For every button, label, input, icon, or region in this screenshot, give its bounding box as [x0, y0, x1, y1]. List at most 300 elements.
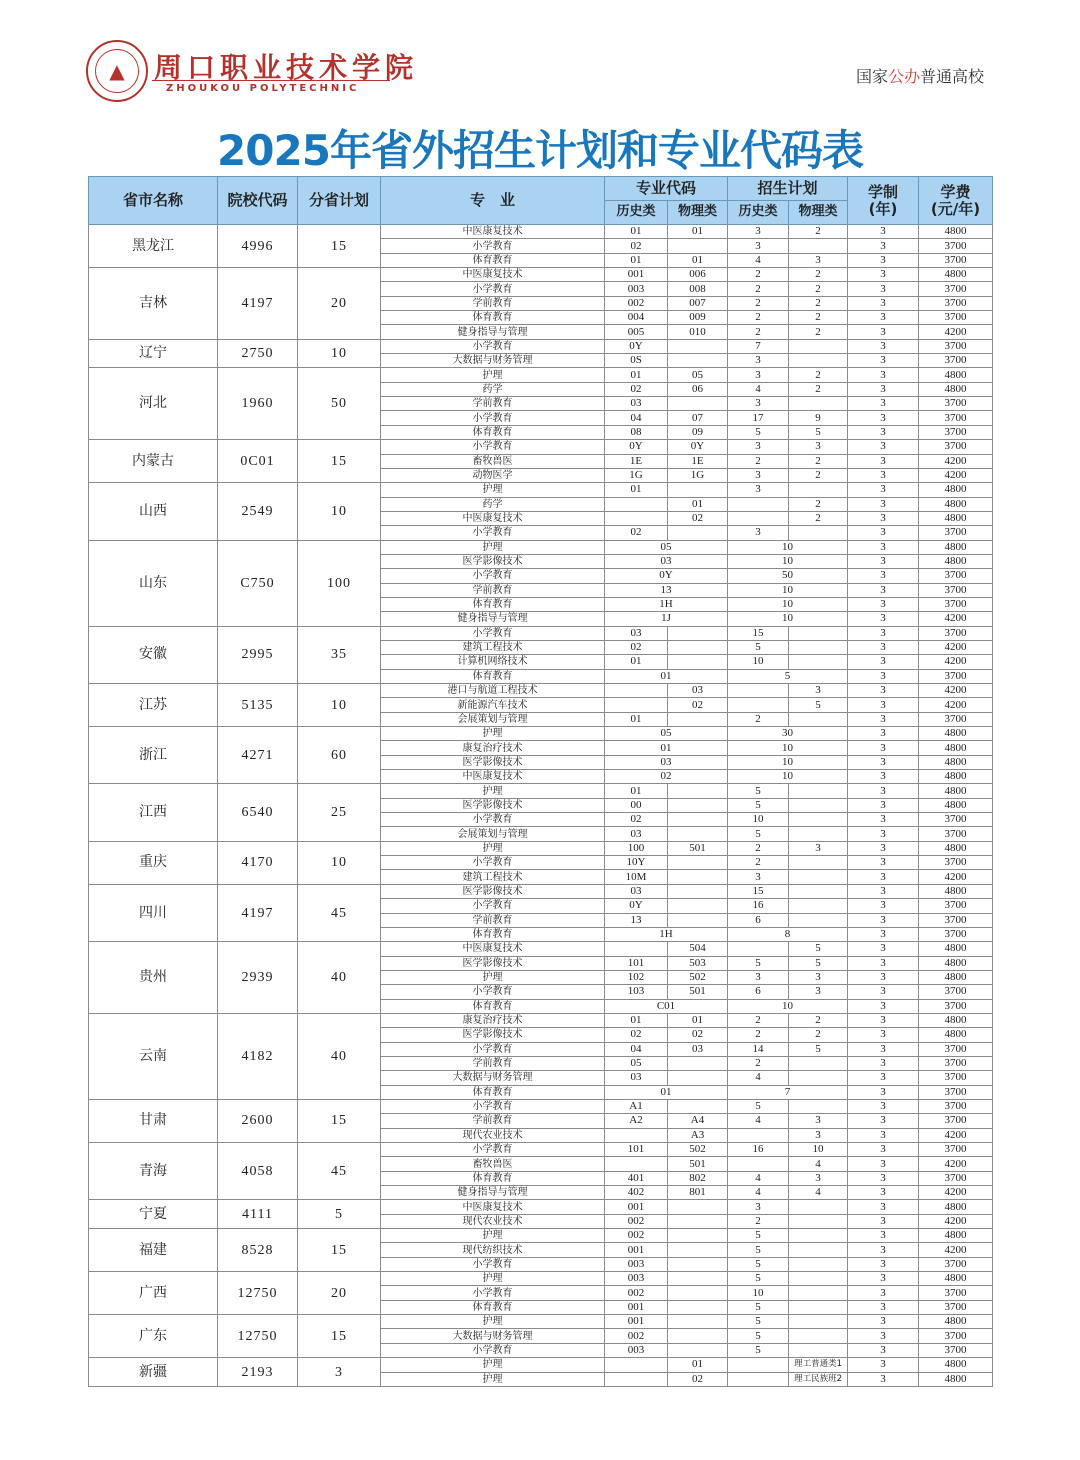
years-cell: 3 [848, 511, 919, 525]
physics-code-cell [668, 640, 728, 654]
fee-cell: 4800 [919, 554, 993, 568]
years-cell: 3 [848, 1329, 919, 1343]
enroll-plan-cell: 10 [728, 554, 848, 568]
province-plan-cell: 15 [298, 1229, 381, 1272]
logo-divider [152, 80, 390, 81]
years-cell: 3 [848, 942, 919, 956]
physics-plan-cell [789, 1071, 848, 1085]
physics-code-cell [668, 1300, 728, 1314]
major-cell: 小学教育 [381, 1143, 605, 1157]
physics-plan-cell: 2 [789, 1013, 848, 1027]
physics-code-cell: 802 [668, 1171, 728, 1185]
physics-code-cell [668, 1243, 728, 1257]
table-row [89, 483, 993, 497]
physics-plan-cell [789, 626, 848, 640]
history-plan-cell: 5 [728, 956, 789, 970]
physics-code-cell [668, 526, 728, 540]
history-plan-cell: 10 [728, 1286, 789, 1300]
header-major-code: 专业代码 [605, 177, 728, 201]
slogan-part: 国家 [855, 67, 888, 86]
header-plan-history: 历史类 [728, 201, 789, 225]
major-code-cell: 1H [605, 597, 728, 611]
province-cell: 山东 [89, 540, 218, 626]
physics-plan-cell [789, 1286, 848, 1300]
school-code-cell: 2995 [218, 626, 298, 683]
physics-plan-cell: 3 [789, 253, 848, 267]
major-cell: 小学教育 [381, 526, 605, 540]
major-cell: 小学教育 [381, 282, 605, 296]
fee-cell: 4800 [919, 841, 993, 855]
history-plan-cell: 15 [728, 884, 789, 898]
physics-plan-cell [789, 1300, 848, 1314]
years-cell: 3 [848, 727, 919, 741]
major-code-cell: 01 [605, 669, 728, 683]
years-cell: 3 [848, 770, 919, 784]
physics-code-cell [668, 913, 728, 927]
physics-code-cell [668, 483, 728, 497]
table-row [89, 1143, 993, 1157]
physics-plan-cell: 2 [789, 368, 848, 382]
physics-plan-cell [789, 1243, 848, 1257]
table-row [89, 884, 993, 898]
major-cell: 护理 [381, 727, 605, 741]
fee-cell: 4800 [919, 741, 993, 755]
physics-code-cell: 502 [668, 970, 728, 984]
years-cell: 3 [848, 1358, 919, 1372]
major-cell: 学前教育 [381, 296, 605, 310]
fee-cell: 4200 [919, 684, 993, 698]
history-plan-cell: 5 [728, 1343, 789, 1357]
school-code-cell: 4170 [218, 841, 298, 884]
years-cell: 3 [848, 1315, 919, 1329]
years-cell: 3 [848, 468, 919, 482]
province-plan-cell: 15 [298, 440, 381, 483]
province-cell: 四川 [89, 884, 218, 941]
physics-plan-cell [789, 1200, 848, 1214]
major-cell: 体育教育 [381, 999, 605, 1013]
province-cell: 黑龙江 [89, 225, 218, 268]
fee-cell: 4800 [919, 956, 993, 970]
history-code-cell: A1 [605, 1099, 668, 1113]
school-code-cell: 1960 [218, 368, 298, 440]
years-cell: 3 [848, 554, 919, 568]
enrollment-table [88, 176, 993, 1387]
history-code-cell [605, 497, 668, 511]
fee-cell: 4800 [919, 727, 993, 741]
history-plan-cell: 3 [728, 870, 789, 884]
physics-plan-cell: 2 [789, 225, 848, 239]
major-cell: 学前教育 [381, 583, 605, 597]
major-cell: 小学教育 [381, 899, 605, 913]
major-cell: 康复治疗技术 [381, 741, 605, 755]
history-plan-cell: 4 [728, 1171, 789, 1185]
history-code-cell: 02 [605, 239, 668, 253]
major-cell: 护理 [381, 1229, 605, 1243]
physics-plan-cell [789, 813, 848, 827]
years-cell: 3 [848, 655, 919, 669]
years-cell: 3 [848, 1200, 919, 1214]
history-plan-cell: 2 [728, 1214, 789, 1228]
table-row [89, 368, 993, 382]
physics-code-cell: 0Y [668, 440, 728, 454]
major-cell: 健身指导与管理 [381, 325, 605, 339]
history-code-cell: 01 [605, 655, 668, 669]
province-cell: 安徽 [89, 626, 218, 683]
enroll-plan-cell: 5 [728, 669, 848, 683]
physics-code-cell [668, 1315, 728, 1329]
years-cell: 3 [848, 970, 919, 984]
history-plan-cell: 5 [728, 798, 789, 812]
physics-code-cell [668, 1229, 728, 1243]
major-code-cell: 05 [605, 727, 728, 741]
years-cell: 3 [848, 1372, 919, 1386]
physics-code-cell [668, 1343, 728, 1357]
major-cell: 小学教育 [381, 440, 605, 454]
table-row [89, 942, 993, 956]
history-plan-cell: 14 [728, 1042, 789, 1056]
years-cell: 3 [848, 569, 919, 583]
history-code-cell: 02 [605, 382, 668, 396]
physics-code-cell: A3 [668, 1128, 728, 1142]
physics-code-cell [668, 1214, 728, 1228]
history-code-cell: 02 [605, 640, 668, 654]
physics-code-cell [668, 884, 728, 898]
province-plan-cell: 3 [298, 1358, 381, 1387]
header-school-code: 院校代码 [218, 177, 298, 225]
history-code-cell: 001 [605, 1200, 668, 1214]
physics-plan-cell [789, 913, 848, 927]
history-plan-cell: 3 [728, 397, 789, 411]
years-cell: 3 [848, 526, 919, 540]
major-cell: 动物医学 [381, 468, 605, 482]
physics-plan-cell [789, 1343, 848, 1357]
province-cell: 广西 [89, 1272, 218, 1315]
major-cell: 现代纺织技术 [381, 1243, 605, 1257]
table-row [89, 1272, 993, 1286]
header-province: 省市名称 [89, 177, 218, 225]
physics-code-cell: 01 [668, 1358, 728, 1372]
history-code-cell: 01 [605, 253, 668, 267]
major-cell: 护理 [381, 483, 605, 497]
province-plan-cell: 60 [298, 727, 381, 784]
history-plan-cell [728, 1157, 789, 1171]
years-cell: 3 [848, 884, 919, 898]
history-plan-cell: 16 [728, 899, 789, 913]
province-plan-cell: 10 [298, 684, 381, 727]
history-plan-cell: 5 [728, 640, 789, 654]
fee-cell: 4800 [919, 970, 993, 984]
physics-plan-cell: 4 [789, 1157, 848, 1171]
table-row [89, 540, 993, 554]
physics-code-cell [668, 827, 728, 841]
major-code-cell: 05 [605, 540, 728, 554]
major-cell: 护理 [381, 1372, 605, 1386]
years-cell: 3 [848, 985, 919, 999]
fee-cell: 4200 [919, 1243, 993, 1257]
physics-plan-cell: 2 [789, 325, 848, 339]
province-cell: 江西 [89, 784, 218, 841]
major-cell: 体育教育 [381, 669, 605, 683]
physics-plan-cell [789, 239, 848, 253]
major-cell: 大数据与财务管理 [381, 354, 605, 368]
table-row [89, 1315, 993, 1329]
history-code-cell [605, 1128, 668, 1142]
enroll-plan-cell: 10 [728, 597, 848, 611]
province-cell: 山西 [89, 483, 218, 540]
province-plan-cell: 20 [298, 1272, 381, 1315]
years-cell: 3 [848, 382, 919, 396]
physics-plan-cell: 5 [789, 698, 848, 712]
physics-code-cell [668, 856, 728, 870]
major-cell: 护理 [381, 841, 605, 855]
fee-cell: 4800 [919, 942, 993, 956]
history-code-cell: 05 [605, 1056, 668, 1070]
fee-cell: 3700 [919, 597, 993, 611]
history-code-cell: 003 [605, 1343, 668, 1357]
province-plan-cell: 15 [298, 1315, 381, 1358]
major-cell: 畜牧兽医 [381, 454, 605, 468]
table-row [89, 339, 993, 353]
physics-plan-cell [789, 1214, 848, 1228]
physics-plan-cell [789, 1329, 848, 1343]
province-cell: 新疆 [89, 1358, 218, 1387]
province-cell: 辽宁 [89, 339, 218, 368]
school-code-cell: 2549 [218, 483, 298, 540]
history-code-cell: 0Y [605, 899, 668, 913]
history-plan-cell: 4 [728, 1071, 789, 1085]
major-cell: 体育教育 [381, 1300, 605, 1314]
header-major: 专 业 [381, 177, 605, 225]
years-cell: 3 [848, 640, 919, 654]
fee-cell: 3700 [919, 1042, 993, 1056]
school-code-cell: 2939 [218, 942, 298, 1014]
years-cell: 3 [848, 1272, 919, 1286]
fee-cell: 4800 [919, 755, 993, 769]
major-cell: 医学影像技术 [381, 1028, 605, 1042]
history-code-cell: 002 [605, 1229, 668, 1243]
fee-cell: 3700 [919, 526, 993, 540]
physics-code-cell [668, 1272, 728, 1286]
history-plan-cell: 17 [728, 411, 789, 425]
physics-code-cell: 501 [668, 985, 728, 999]
physics-plan-cell [789, 712, 848, 726]
history-code-cell: 002 [605, 1329, 668, 1343]
physics-code-cell [668, 870, 728, 884]
physics-code-cell [668, 798, 728, 812]
province-cell: 广东 [89, 1315, 218, 1358]
history-plan-cell [728, 511, 789, 525]
major-code-cell: 01 [605, 741, 728, 755]
major-code-cell: 1H [605, 927, 728, 941]
major-cell: 小学教育 [381, 1286, 605, 1300]
physics-plan-cell: 3 [789, 1114, 848, 1128]
years-cell: 3 [848, 425, 919, 439]
history-plan-cell: 5 [728, 1300, 789, 1314]
fee-cell: 4800 [919, 368, 993, 382]
years-cell: 3 [848, 339, 919, 353]
major-cell: 小学教育 [381, 1042, 605, 1056]
fee-cell: 4800 [919, 483, 993, 497]
fee-cell: 3700 [919, 669, 993, 683]
history-code-cell: 002 [605, 1286, 668, 1300]
years-cell: 3 [848, 1343, 919, 1357]
physics-code-cell: 01 [668, 1013, 728, 1027]
history-plan-cell: 2 [728, 296, 789, 310]
years-cell: 3 [848, 1013, 919, 1027]
school-code-cell: 12750 [218, 1315, 298, 1358]
fee-cell: 4800 [919, 884, 993, 898]
major-code-cell: 03 [605, 755, 728, 769]
physics-plan-cell [789, 870, 848, 884]
table-row [89, 727, 993, 741]
physics-plan-cell [789, 856, 848, 870]
history-plan-cell: 2 [728, 1028, 789, 1042]
history-code-cell: 0Y [605, 339, 668, 353]
major-cell: 中医康复技术 [381, 942, 605, 956]
major-cell: 计算机网络技术 [381, 655, 605, 669]
physics-code-cell [668, 899, 728, 913]
fee-cell: 4800 [919, 1315, 993, 1329]
physics-plan-cell: 3 [789, 440, 848, 454]
history-code-cell: 103 [605, 985, 668, 999]
physics-code-cell [668, 339, 728, 353]
years-cell: 3 [848, 397, 919, 411]
fee-cell: 3700 [919, 1071, 993, 1085]
years-cell: 3 [848, 1257, 919, 1271]
years-cell: 3 [848, 282, 919, 296]
fee-cell: 3700 [919, 440, 993, 454]
history-plan-cell: 5 [728, 1229, 789, 1243]
physics-plan-cell [789, 483, 848, 497]
years-cell: 3 [848, 239, 919, 253]
major-cell: 小学教育 [381, 1099, 605, 1113]
fee-cell: 3700 [919, 1099, 993, 1113]
table-body [89, 225, 993, 1387]
physics-plan-cell: 2 [789, 468, 848, 482]
physics-code-cell [668, 1099, 728, 1113]
province-plan-cell: 45 [298, 1143, 381, 1200]
major-cell: 护理 [381, 1358, 605, 1372]
page-title: 2025年省外招生计划和专业代码表 [217, 126, 863, 175]
province-plan-cell: 15 [298, 1099, 381, 1142]
fee-cell: 4800 [919, 1028, 993, 1042]
fee-cell: 3700 [919, 813, 993, 827]
major-cell: 中医康复技术 [381, 1200, 605, 1214]
major-cell: 会展策划与管理 [381, 827, 605, 841]
physics-code-cell: 06 [668, 382, 728, 396]
years-cell: 3 [848, 497, 919, 511]
history-code-cell: 03 [605, 626, 668, 640]
physics-code-cell [668, 1200, 728, 1214]
history-plan-cell: 2 [728, 282, 789, 296]
history-plan-cell: 6 [728, 985, 789, 999]
fee-cell: 3700 [919, 354, 993, 368]
fee-cell: 3700 [919, 239, 993, 253]
history-code-cell: 002 [605, 296, 668, 310]
history-code-cell [605, 1358, 668, 1372]
history-code-cell: 001 [605, 268, 668, 282]
enroll-plan-cell: 8 [728, 927, 848, 941]
physics-plan-cell: 10 [789, 1143, 848, 1157]
history-plan-cell: 3 [728, 354, 789, 368]
major-cell: 学前教育 [381, 1114, 605, 1128]
major-cell: 医学影像技术 [381, 956, 605, 970]
province-cell: 青海 [89, 1143, 218, 1200]
history-plan-cell: 5 [728, 1272, 789, 1286]
years-cell: 3 [848, 813, 919, 827]
physics-code-cell: 09 [668, 425, 728, 439]
history-code-cell: 02 [605, 1028, 668, 1042]
table-row [89, 225, 993, 239]
physics-code-cell [668, 1329, 728, 1343]
province-cell: 浙江 [89, 727, 218, 784]
fee-cell: 4800 [919, 497, 993, 511]
fee-cell: 3700 [919, 339, 993, 353]
major-cell: 小学教育 [381, 1257, 605, 1271]
major-code-cell: 0Y [605, 569, 728, 583]
province-plan-cell: 15 [298, 225, 381, 268]
province-cell: 内蒙古 [89, 440, 218, 483]
years-cell: 3 [848, 1157, 919, 1171]
fee-cell: 3700 [919, 899, 993, 913]
history-plan-cell: 5 [728, 827, 789, 841]
school-code-cell: 12750 [218, 1272, 298, 1315]
years-cell: 3 [848, 597, 919, 611]
physics-code-cell: 07 [668, 411, 728, 425]
history-plan-cell: 5 [728, 1099, 789, 1113]
slogan [856, 64, 984, 87]
physics-plan-cell [789, 655, 848, 669]
enroll-plan-cell: 10 [728, 770, 848, 784]
physics-plan-cell: 3 [789, 1128, 848, 1142]
years-cell: 3 [848, 1143, 919, 1157]
major-cell: 体育教育 [381, 597, 605, 611]
major-cell: 体育教育 [381, 1171, 605, 1185]
history-code-cell: 01 [605, 784, 668, 798]
history-code-cell: 001 [605, 1300, 668, 1314]
history-code-cell: 03 [605, 884, 668, 898]
history-plan-cell: 5 [728, 1243, 789, 1257]
physics-code-cell: 501 [668, 1157, 728, 1171]
physics-code-cell [668, 655, 728, 669]
physics-code-cell [668, 1286, 728, 1300]
header-plan: 分省计划 [298, 177, 381, 225]
physics-plan-cell: 5 [789, 1042, 848, 1056]
school-code-cell: 4111 [218, 1200, 298, 1229]
history-plan-cell: 5 [728, 784, 789, 798]
physics-plan-cell: 2 [789, 511, 848, 525]
physics-plan-cell [789, 1229, 848, 1243]
history-code-cell: 102 [605, 970, 668, 984]
fee-cell: 4200 [919, 1214, 993, 1228]
major-cell: 药学 [381, 497, 605, 511]
years-cell: 3 [848, 684, 919, 698]
history-code-cell: 01 [605, 1013, 668, 1027]
physics-code-cell: 008 [668, 282, 728, 296]
physics-code-cell [668, 354, 728, 368]
fee-cell: 3700 [919, 282, 993, 296]
header-fee: 学费 (元/年) [919, 177, 993, 225]
physics-code-cell: 007 [668, 296, 728, 310]
history-plan-cell: 5 [728, 1257, 789, 1271]
physics-plan-cell [789, 1056, 848, 1070]
history-plan-cell: 2 [728, 454, 789, 468]
physics-plan-cell [789, 899, 848, 913]
header-code-physics: 物理类 [668, 201, 728, 225]
fee-cell: 4800 [919, 1229, 993, 1243]
history-plan-cell: 2 [728, 856, 789, 870]
history-code-cell: 01 [605, 483, 668, 497]
